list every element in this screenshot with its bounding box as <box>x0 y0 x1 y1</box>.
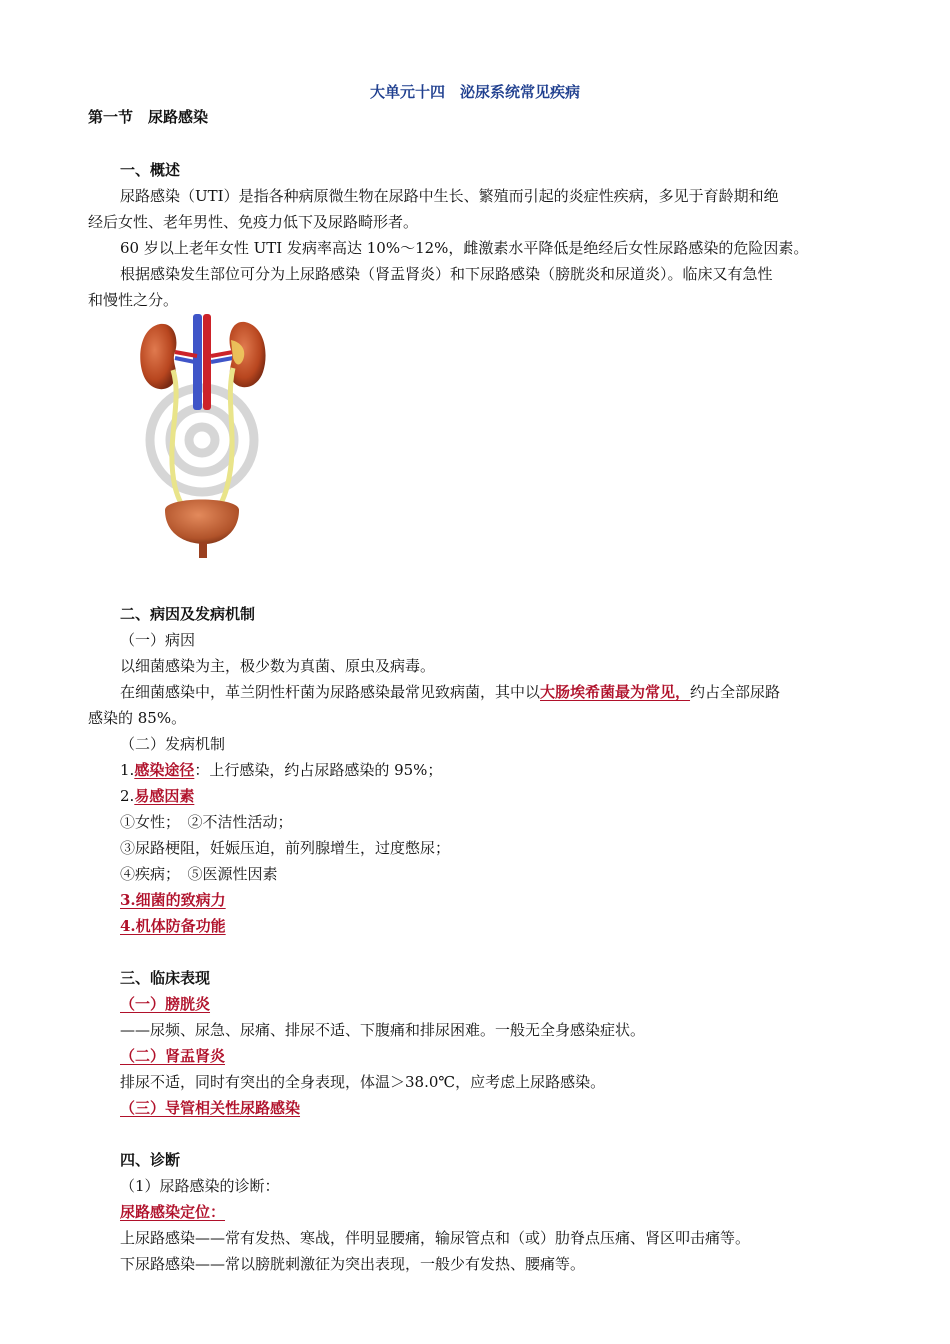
text-run: ：上行感染，约占尿路感染的 95%； <box>194 761 443 779</box>
overview-paragraph: 尿路感染（UTI）是指各种病原微生物在尿路中生长、繁殖而引起的炎症性疾病，多见于育龄期和绝 <box>120 187 779 205</box>
clinical-subheading: （二）肾盂肾炎 <box>120 1047 226 1065</box>
etiology-subheading: （二）发病机制 <box>120 735 226 753</box>
page-title: 大单元十四 泌尿系统常见疾病 <box>369 83 580 101</box>
text-run: 在细菌感染中，革兰阴性杆菌为尿路感染最常见致病菌，其中以 <box>120 683 541 701</box>
clinical-paragraph: ——尿频、尿急、尿痛、排尿不适、下腹痛和排尿困难。一般无全身感染症状。 <box>120 1021 646 1039</box>
etiology-paragraph: 以细菌感染为主，极少数为真菌、原虫及病毒。 <box>120 657 436 675</box>
highlight-text: 易感因素 <box>134 787 195 805</box>
bladder <box>165 500 239 545</box>
urinary-system-illustration <box>135 312 270 562</box>
etiology-paragraph: 感染的 85%。 <box>88 709 187 727</box>
diagnosis-location-label: 尿路感染定位： <box>120 1203 226 1221</box>
urethra <box>199 542 207 558</box>
clinical-subheading: （一）膀胱炎 <box>120 995 211 1013</box>
clinical-paragraph: 排尿不适，同时有突出的全身表现，体温＞38.0℃，应考虑上尿路感染。 <box>120 1073 606 1091</box>
text-run: 约占全部尿路 <box>690 683 781 701</box>
overview-paragraph: 根据感染发生部位可分为上尿路感染（肾盂肾炎）和下尿路感染（膀胱炎和尿道炎）。临床又有急性 <box>120 265 773 283</box>
etiology-subheading: （一）病因 <box>120 631 196 649</box>
clinical-heading: 三、临床表现 <box>120 969 211 987</box>
section-title: 第一节 尿路感染 <box>88 108 209 126</box>
etiology-paragraph <box>120 682 780 702</box>
list-number: 2. <box>120 787 135 805</box>
overview-paragraph: 和慢性之分。 <box>88 291 179 309</box>
diagnosis-subheading: （1）尿路感染的诊断： <box>120 1177 280 1195</box>
diagnosis-paragraph: 下尿路感染——常以膀胱刺激征为突出表现，一般少有发热、腰痛等。 <box>120 1255 586 1273</box>
overview-heading: 一、概述 <box>120 161 181 179</box>
factor-line: ①女性； ②不洁性活动； <box>120 813 293 831</box>
list-item: 3.细菌的致病力 <box>120 891 226 909</box>
highlight-text: 大肠埃希菌最为常见， <box>540 683 691 701</box>
list-number: 1. <box>120 761 135 779</box>
overview-paragraph: 60 岁以上老年女性 UTI 发病率高达 10%～12%，雌激素水平降低是绝经后女性尿路感染的危险因素。 <box>120 239 809 257</box>
list-item <box>120 760 442 780</box>
overview-paragraph: 经后女性、老年男性、免疫力低下及尿路畸形者。 <box>88 213 419 231</box>
highlight-text: 感染途径 <box>134 761 195 779</box>
etiology-heading: 二、病因及发病机制 <box>120 605 256 623</box>
diagnosis-heading: 四、诊断 <box>120 1151 181 1169</box>
factor-line: ③尿路梗阻，妊娠压迫，前列腺增生，过度憋尿； <box>120 839 451 857</box>
diagnosis-paragraph: 上尿路感染——常有发热、寒战，伴明显腰痛，输尿管点和（或）肋脊点压痛、肾区叩击痛等。 <box>120 1229 751 1247</box>
list-item: 4.机体防备功能 <box>120 917 226 935</box>
aorta <box>203 314 211 410</box>
factor-line: ④疾病； ⑤医源性因素 <box>120 865 278 883</box>
list-item <box>120 786 194 806</box>
clinical-subheading: （三）导管相关性尿路感染 <box>120 1099 301 1117</box>
left-kidney <box>140 324 176 389</box>
